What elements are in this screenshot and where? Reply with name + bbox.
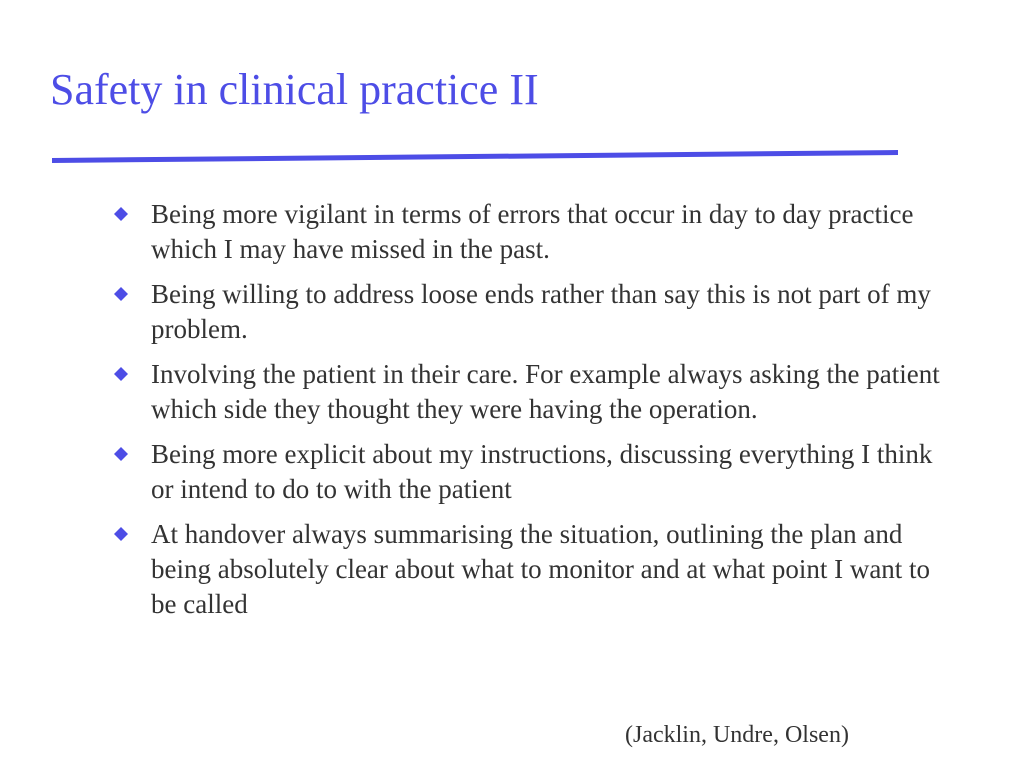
bullet-text: Being more explicit about my instructions, discussing everything I think or intend to do to with the patient <box>151 439 933 504</box>
diamond-bullet-icon <box>114 197 151 233</box>
bullet-item-4 <box>114 437 954 507</box>
bullet-text: Being willing to address loose ends rather than say this is not part of my problem. <box>151 279 931 344</box>
diamond-bullet-icon <box>114 357 151 393</box>
bullet-item-5 <box>114 517 954 622</box>
slide-title: Safety in clinical practice II <box>50 65 539 114</box>
bullet-item-1 <box>114 197 954 267</box>
diamond-bullet-icon <box>114 277 151 313</box>
bullet-text: Being more vigilant in terms of errors that occur in day to day practice which I may have missed in the past. <box>151 199 914 264</box>
diamond-bullet-icon <box>114 517 151 553</box>
bullet-item-3 <box>114 357 954 427</box>
title-underline <box>52 146 898 164</box>
diamond-bullet-icon <box>114 437 151 473</box>
citation: (Jacklin, Undre, Olsen) <box>625 722 849 748</box>
bullet-text: Involving the patient in their care. For example always asking the patient which side they thought they were having the operation. <box>151 359 940 424</box>
bullet-list <box>114 197 954 632</box>
bullet-text: At handover always summarising the situation, outlining the plan and being absolutely clear about what to monitor and at what point I want to be called <box>151 519 931 619</box>
bullet-item-2 <box>114 277 954 347</box>
